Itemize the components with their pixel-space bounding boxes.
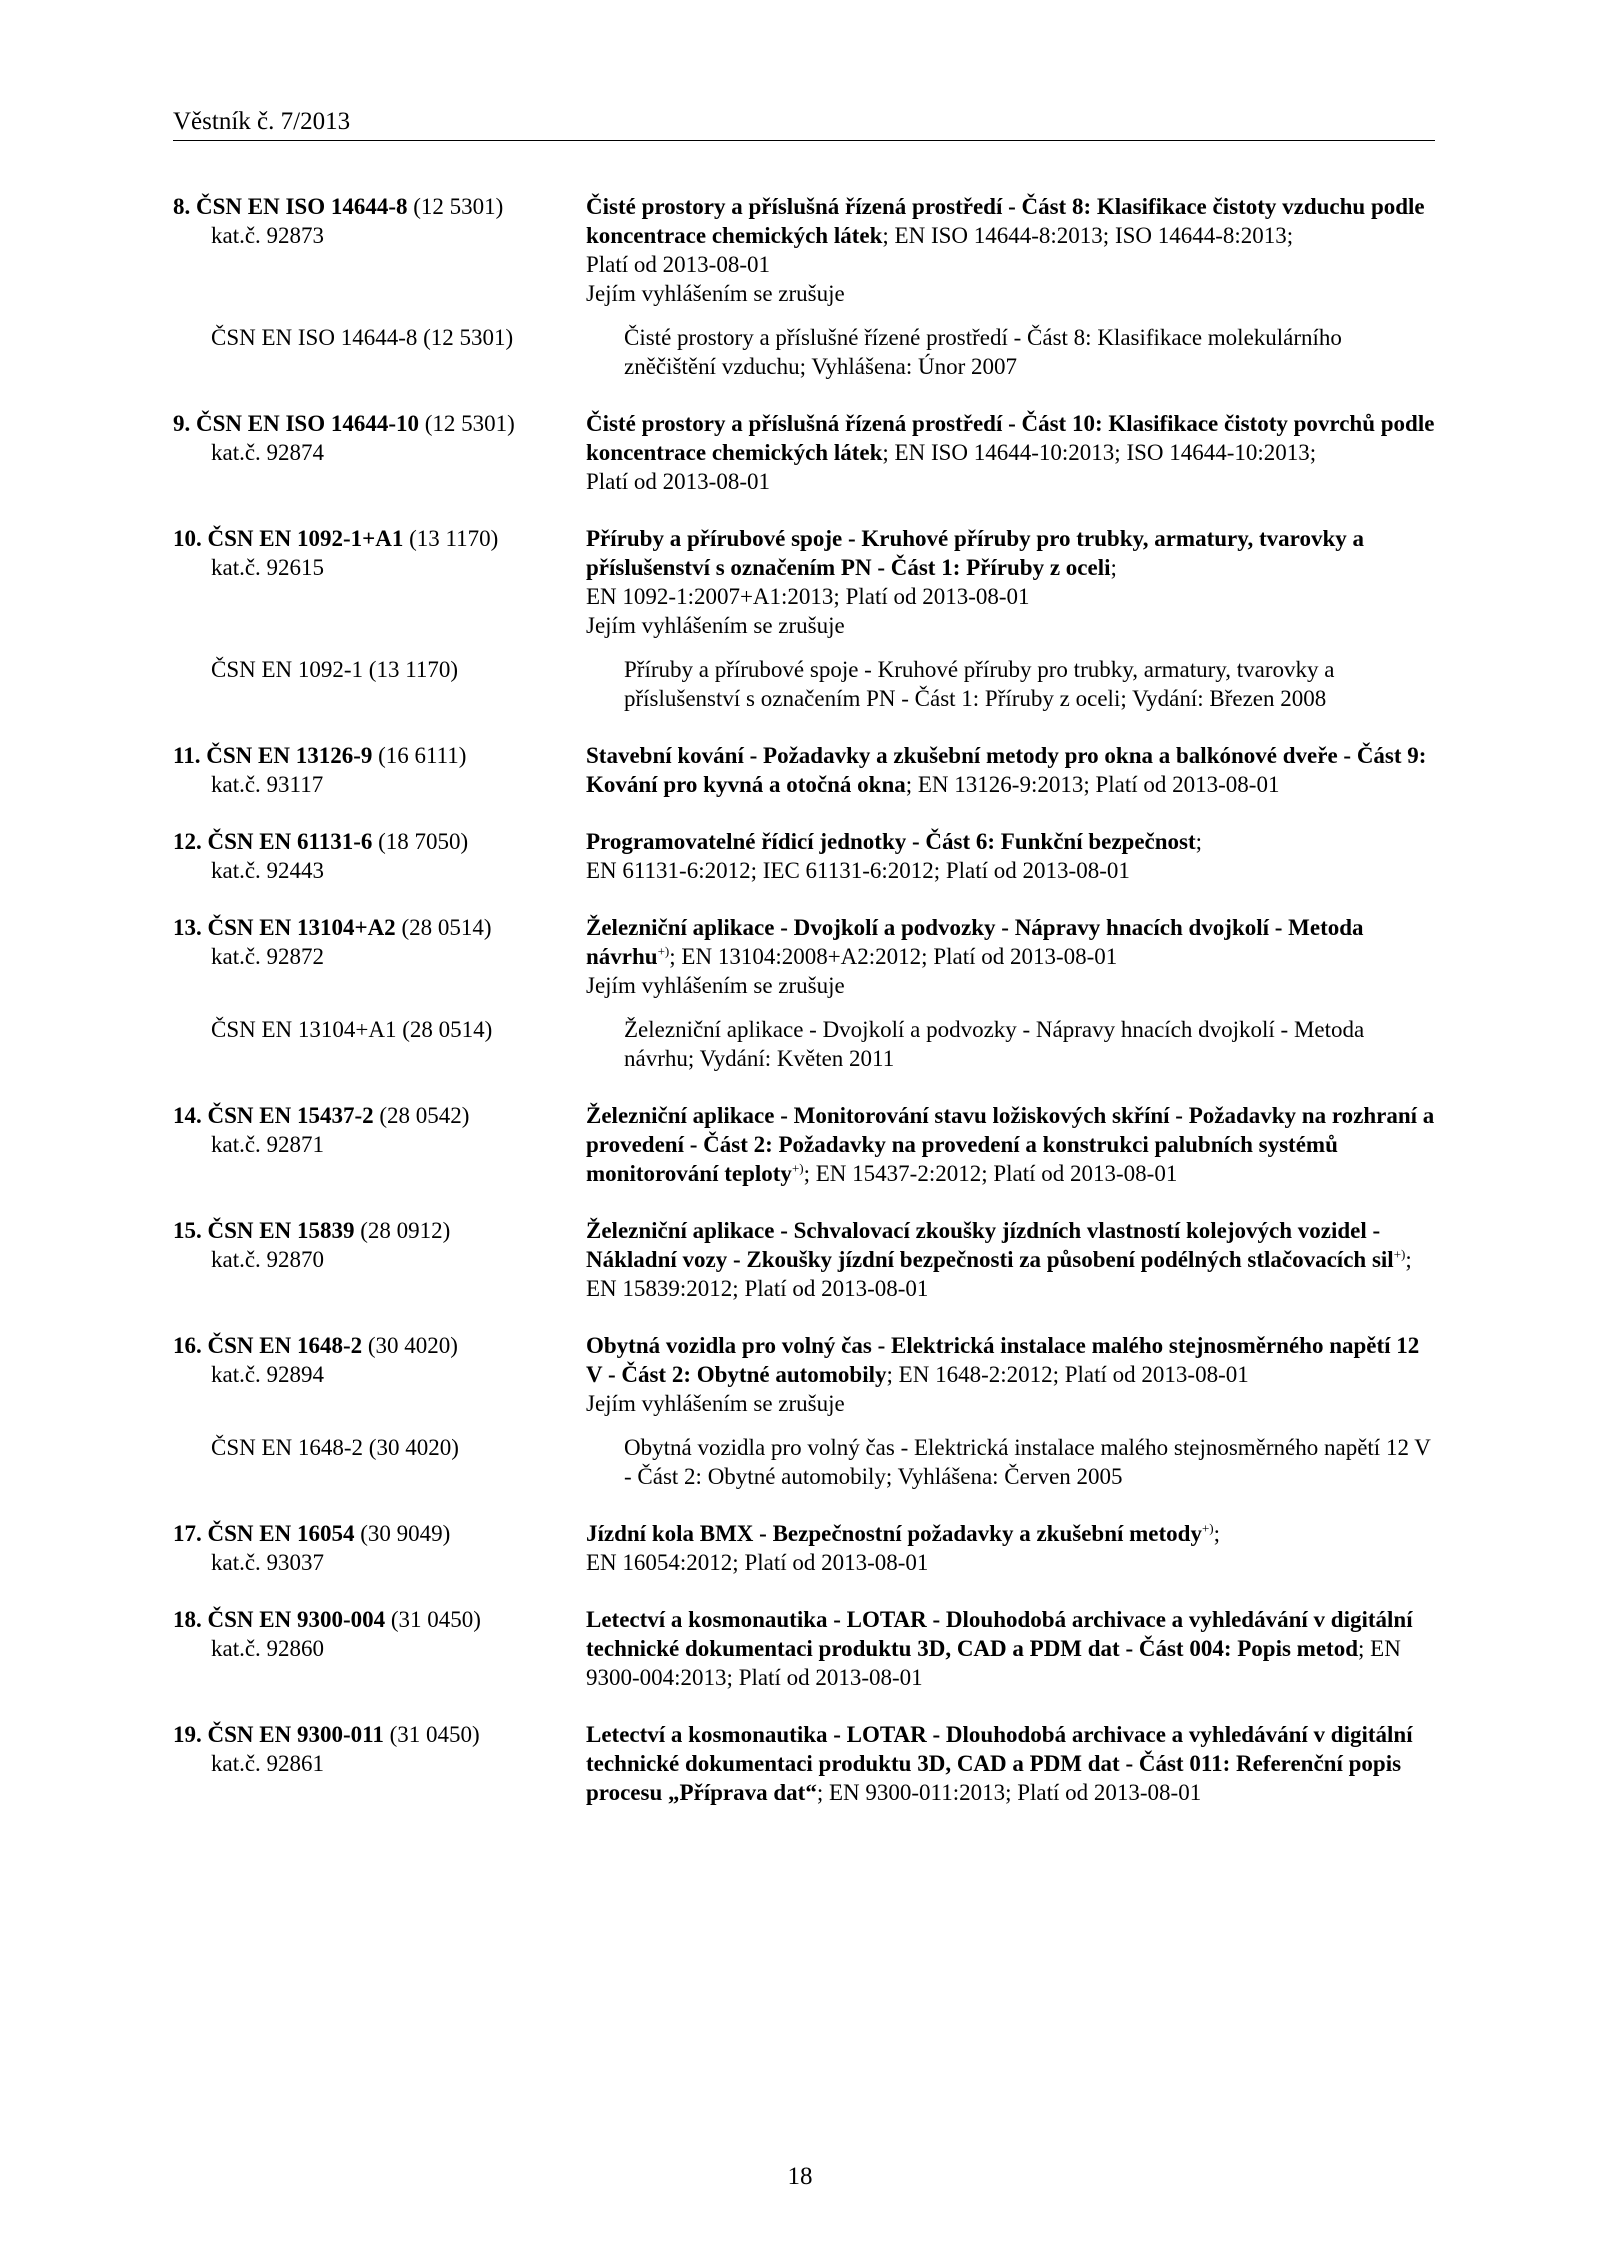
catalog-number: kat.č. 92873	[211, 223, 325, 248]
standard-entry	[173, 1519, 1435, 1577]
replaced-standard-code: ČSN EN 13104+A1 (28 0514)	[211, 1017, 493, 1042]
standard-description	[586, 741, 1435, 799]
catalog-number: kat.č. 92894	[211, 1362, 325, 1387]
standard-entry	[173, 409, 1435, 496]
standard-description	[586, 827, 1435, 885]
standard-description	[586, 1720, 1435, 1807]
catalog-number: kat.č. 92870	[211, 1247, 325, 1272]
entry-number: 14.	[173, 1103, 202, 1128]
replaced-standard-text: Čisté prostory a příslušné řízené prostředí - Část 8: Klasifikace molekulárního zněčištění vzduchu; Vyhlášena: Únor 2007	[624, 325, 1342, 379]
replaced-standard-text: Železniční aplikace - Dvojkolí a podvozky - Nápravy hnacích dvojkolí - Metoda návrhu; Vydání: Květen 2011	[624, 1017, 1365, 1071]
standard-entry	[173, 1720, 1435, 1807]
standard-entry	[173, 192, 1435, 381]
replaced-standard-code: ČSN EN 1648-2 (30 4020)	[211, 1435, 459, 1460]
classification-code: (28 0514)	[401, 915, 492, 940]
standard-id-block	[173, 913, 586, 1000]
footnote-mark: +)	[1201, 1520, 1214, 1536]
standard-title: Stavební kování - Požadavky a zkušební metody pro okna a balkónové dveře - Část 9: Kování pro kyvná a otočná okna	[586, 743, 1427, 797]
standard-id-block	[173, 1519, 586, 1577]
standard-id-block	[173, 192, 586, 308]
replaced-standard-text: Obytná vozidla pro volný čas - Elektrická instalace malého stejnosměrného napětí 12 V - Část 2: Obytné automobily; Vyhlášena: Červen 2005	[624, 1435, 1431, 1489]
standard-entry	[173, 524, 1435, 713]
standard-details: ;	[1195, 829, 1203, 854]
entry-number: 12.	[173, 829, 202, 854]
classification-code: (12 5301)	[413, 194, 504, 219]
catalog-number: kat.č. 92874	[211, 440, 325, 465]
standard-code: ČSN EN 15437-2	[207, 1103, 374, 1128]
catalog-number: kat.č. 92871	[211, 1132, 325, 1157]
standard-detail-line: EN 16054:2012; Platí od 2013-08-01	[586, 1550, 929, 1575]
standard-title: Programovatelné řídicí jednotky - Část 6: Funkční bezpečnost	[586, 829, 1196, 854]
standard-description	[586, 913, 1435, 1000]
standard-id-block	[173, 741, 586, 799]
standard-code: ČSN EN 15839	[207, 1218, 355, 1243]
classification-code: (30 4020)	[367, 1333, 458, 1358]
standard-id-block	[173, 1216, 586, 1303]
classification-code: (28 0912)	[360, 1218, 451, 1243]
standard-detail-line: Platí od 2013-08-01	[586, 252, 770, 277]
replaced-standard-code: ČSN EN ISO 14644-8 (12 5301)	[211, 325, 514, 350]
standard-entry	[173, 1605, 1435, 1692]
standard-id-block	[173, 524, 586, 640]
entry-number: 19.	[173, 1722, 202, 1747]
standard-detail-line: Jejím vyhlášením se zrušuje	[586, 281, 845, 306]
standard-description	[586, 1605, 1435, 1692]
standard-detail-line: Jejím vyhlášením se zrušuje	[586, 973, 845, 998]
standard-details: ; EN ISO 14644-10:2013; ISO 14644-10:2013;	[882, 440, 1317, 465]
replaced-standard-code: ČSN EN 1092-1 (13 1170)	[211, 657, 459, 682]
standard-code: ČSN EN 61131-6	[207, 829, 373, 854]
standard-entry	[173, 913, 1435, 1073]
standard-title: Čisté prostory a příslušná řízená prostředí - Část 10: Klasifikace čistoty povrchů podle koncentrace chemických látek	[586, 411, 1435, 465]
standard-code: ČSN EN 9300-004	[207, 1607, 386, 1632]
standard-code: ČSN EN ISO 14644-10	[196, 411, 420, 436]
standard-title: Letectví a kosmonautika - LOTAR - Dlouhodobá archivace a vyhledávání v digitální technické dokumentaci produktu 3D, CAD a PDM dat - Část 011: Referenční popis procesu „Příprava dat“	[586, 1722, 1413, 1805]
standard-description	[586, 1519, 1435, 1577]
catalog-number: kat.č. 93037	[211, 1550, 325, 1575]
standard-title: Příruby a přírubové spoje - Kruhové příruby pro trubky, armatury, tvarovky a příslušenství s označením PN - Část 1: Příruby z oceli	[586, 526, 1364, 580]
classification-code: (16 6111)	[378, 743, 467, 768]
standard-code: ČSN EN 1092-1+A1	[207, 526, 404, 551]
page-number: 18	[787, 2163, 813, 2190]
standard-code: ČSN EN 9300-011	[207, 1722, 384, 1747]
standard-details: ;	[1213, 1521, 1221, 1546]
footnote-mark: +)	[657, 943, 670, 959]
standard-details: ; EN 9300-011:2013; Platí od 2013-08-01	[816, 1780, 1202, 1805]
standard-title: Železniční aplikace - Dvojkolí a podvozky - Nápravy hnacích dvojkolí - Metoda návrhu	[586, 915, 1364, 969]
catalog-number: kat.č. 92443	[211, 858, 325, 883]
standard-entry	[173, 741, 1435, 799]
standard-id-block	[173, 1605, 586, 1692]
footnote-mark: +)	[791, 1160, 804, 1176]
catalog-number: kat.č. 92860	[211, 1636, 325, 1661]
bulletin-title: Věstník č. 7/2013	[173, 108, 351, 135]
standard-details: ;	[1110, 555, 1117, 580]
standard-title: Jízdní kola BMX - Bezpečnostní požadavky a zkušební metody	[586, 1521, 1202, 1546]
catalog-number: kat.č. 92615	[211, 555, 325, 580]
standard-description	[586, 1331, 1435, 1418]
standard-id-block	[173, 409, 586, 496]
classification-code: (18 7050)	[378, 829, 469, 854]
standard-details: ; EN 9300-004:2013; Platí od 2013-08-01	[586, 1636, 1401, 1690]
classification-code: (28 0542)	[379, 1103, 470, 1128]
standard-detail-line: EN 61131-6:2012; IEC 61131-6:2012; Platí od 2013-08-01	[586, 858, 1130, 883]
replaced-standard	[173, 1015, 1435, 1073]
standard-title: Letectví a kosmonautika - LOTAR - Dlouhodobá archivace a vyhledávání v digitální technické dokumentaci produktu 3D, CAD a PDM dat - Část 004: Popis metod	[586, 1607, 1413, 1661]
replaced-standard	[173, 323, 1435, 381]
entry-number: 10.	[173, 526, 202, 551]
catalog-number: kat.č. 92872	[211, 944, 325, 969]
standard-title: Železniční aplikace - Monitorování stavu ložiskových skříní - Požadavky na rozhraní a provedení - Část 2: Požadavky na provedení a konstrukci palubních systémů monitorování teploty	[586, 1103, 1435, 1186]
standard-code: ČSN EN 16054	[207, 1521, 355, 1546]
entry-number: 15.	[173, 1218, 202, 1243]
footnote-mark: +)	[1393, 1246, 1406, 1262]
classification-code: (12 5301)	[424, 411, 515, 436]
standard-detail-line: Jejím vyhlášením se zrušuje	[586, 613, 845, 638]
entry-number: 13.	[173, 915, 202, 940]
standard-description	[586, 192, 1435, 308]
catalog-number: kat.č. 92861	[211, 1751, 325, 1776]
standard-detail-line: EN 1092-1:2007+A1:2013; Platí od 2013-08-01	[586, 584, 1030, 609]
entry-number: 8.	[173, 194, 191, 219]
standard-code: ČSN EN 13126-9	[206, 743, 373, 768]
standard-id-block	[173, 1331, 586, 1418]
standard-entry	[173, 1216, 1435, 1303]
replaced-standard-text: Příruby a přírubové spoje - Kruhové příruby pro trubky, armatury, tvarovky a příslušenství s označením PN - Část 1: Příruby z oceli; Vydání: Březen 2008	[624, 657, 1335, 711]
standard-id-block	[173, 1720, 586, 1807]
standard-detail-line: Jejím vyhlášením se zrušuje	[586, 1391, 845, 1416]
standard-detail-line: Platí od 2013-08-01	[586, 469, 770, 494]
classification-code: (13 1170)	[409, 526, 499, 551]
standard-entry	[173, 1331, 1435, 1491]
standard-id-block	[173, 1101, 586, 1188]
entry-number: 11.	[173, 743, 201, 768]
standard-description	[586, 524, 1435, 640]
replaced-standard	[173, 1433, 1435, 1491]
standard-details: ; EN 13126-9:2013; Platí od 2013-08-01	[905, 772, 1280, 797]
entry-number: 18.	[173, 1607, 202, 1632]
classification-code: (30 9049)	[360, 1521, 451, 1546]
standard-code: ČSN EN 1648-2	[207, 1333, 363, 1358]
page-header	[173, 108, 1435, 141]
standard-title: Čisté prostory a příslušná řízená prostředí - Část 8: Klasifikace čistoty vzduchu podle koncentrace chemických látek	[586, 194, 1425, 248]
standard-title: Železniční aplikace - Schvalovací zkoušky jízdních vlastností kolejových vozidel - Nákladní vozy - Zkoušky jízdní bezpečnosti za působení podélných stlačovacích sil	[586, 1218, 1394, 1272]
standard-details: ; EN 13104:2008+A2:2012; Platí od 2013-08-01	[669, 944, 1118, 969]
standard-details: ; EN 15839:2012; Platí od 2013-08-01	[586, 1247, 1412, 1301]
standard-id-block	[173, 827, 586, 885]
standard-description	[586, 409, 1435, 496]
standard-code: ČSN EN 13104+A2	[207, 915, 396, 940]
classification-code: (31 0450)	[389, 1722, 480, 1747]
standard-details: ; EN 15437-2:2012; Platí od 2013-08-01	[803, 1161, 1178, 1186]
standards-list	[173, 192, 1435, 1835]
entry-number: 16.	[173, 1333, 202, 1358]
standard-title: Obytná vozidla pro volný čas - Elektrická instalace malého stejnosměrného napětí 12 V - Část 2: Obytné automobily	[586, 1333, 1420, 1387]
standard-details: ; EN 1648-2:2012; Platí od 2013-08-01	[886, 1362, 1249, 1387]
catalog-number: kat.č. 93117	[211, 772, 324, 797]
replaced-standard	[173, 655, 1435, 713]
standard-details: ; EN ISO 14644-8:2013; ISO 14644-8:2013;	[882, 223, 1294, 248]
standard-description	[586, 1101, 1435, 1188]
entry-number: 17.	[173, 1521, 202, 1546]
entry-number: 9.	[173, 411, 191, 436]
standard-description	[586, 1216, 1435, 1303]
classification-code: (31 0450)	[390, 1607, 481, 1632]
standard-code: ČSN EN ISO 14644-8	[196, 194, 408, 219]
standard-entry	[173, 1101, 1435, 1188]
standard-entry	[173, 827, 1435, 885]
